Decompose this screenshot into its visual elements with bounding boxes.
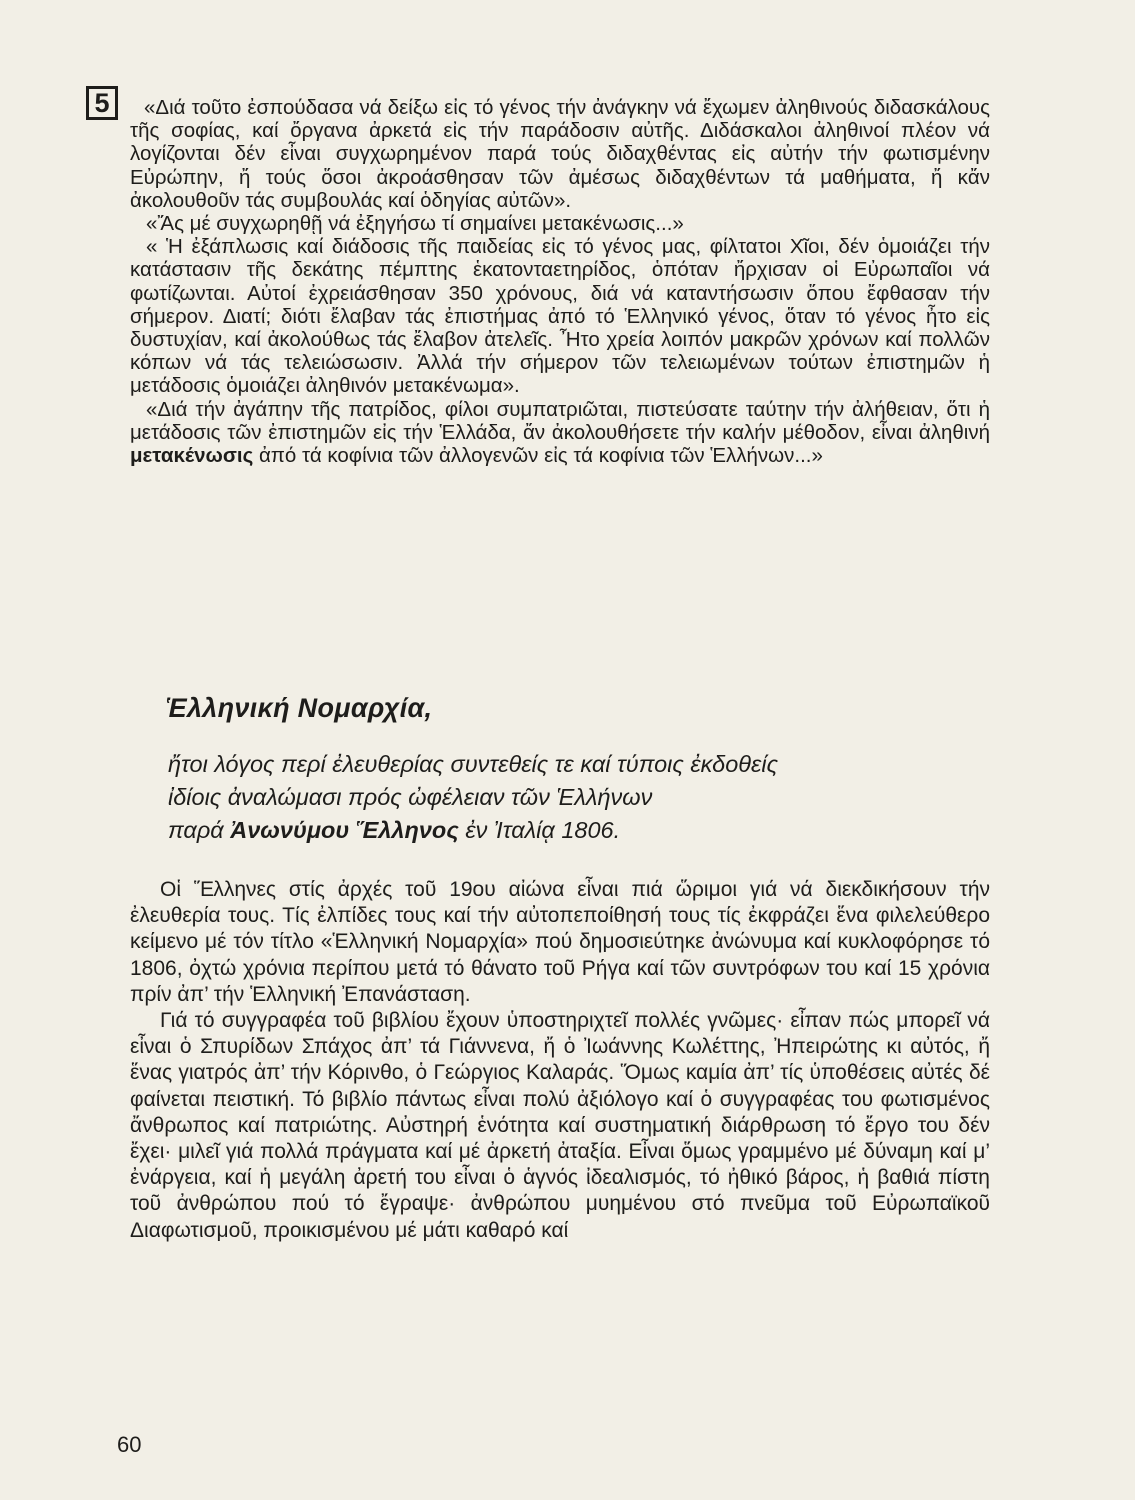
- subtitle-prefix: παρά: [168, 817, 224, 843]
- section-number-box: 5: [86, 86, 118, 120]
- quote-text: «Διά τήν ἀγάπην τῆς πατρίδος, φίλοι συμπατριῶται, πιστεύσατε ταύτην τήν ἀλήθειαν, ὅτι ἡ μετάδοσις τῶν ἐπιστημῶν εἰς τήν Ἑλλάδα, ἄν ἀκολουθήσετε τήν καλήν μέθοδον, εἶναι ἀληθινή: [130, 397, 990, 444]
- quote-paragraph: « Ἡ ἐξάπλωσις καί διάδοσις τῆς παιδείας εἰς τό γένος μας, φίλτατοι Χῖοι, δέν ὁμοιάζει τήν κατάστασιν τῆς δεκάτης πέμπτης ἑκατονταετηρίδος, ὁπόταν ἤρχισαν οἱ Εὐρωπαῖοι νά φωτίζωνται. Αὐτοί ἐχρειάσθησαν 350 χρόνους, διά νά καταντήσωσιν ὅπου ἔφθασαν τήν σήμερον. Διατί; διότι ἔλαβαν τάς ἐπιστήμας ἀπό τό Ἑλληνικό γένος, ὅταν τό γένος ἦτο εἰς δυστυχίαν, καί ἀκολούθως τάς ἔλαβον ἀτελεῖς. Ἦτο χρεία λοιπόν μακρῶν χρόνων καί πολλῶν κόπων νά τάς τελειώσωσιν. Ἀλλά τήν σήμερον τῶν τελειωμένων τούτων ἐπιστημῶν ἡ μετάδοσις ὁμοιάζει ἀληθινόν μετακένωμα».: [130, 235, 990, 398]
- body-paragraph: Οἱ Ἕλληνες στίς ἀρχές τοῦ 19ου αἰώνα εἶναι πιά ὥριμοι γιά νά διεκδικήσουν τήν ἐλευθερία τους. Τίς ἐλπίδες τους καί τήν αὐτοπεποίθησή τους τίς ἐκφράζει ἕνα φιλελεύθερο κείμενο μέ τόν τίτλο «Ἑλληνική Νομαρχία» πού δημοσιεύτηκε ἀνώνυμα καί κυκλοφόρησε τό 1806, ὀχτώ χρόνια περίπου μετά τό θάνατο τοῦ Ρήγα καί τῶν συντρόφων του καί 15 χρόνια πρίν ἀπ’ τήν Ἑλληνική Ἐπανάσταση.: [130, 878, 990, 1006]
- subtitle-line: ἤτοι λόγος περί ἐλευθερίας συντεθείς τε καί τύποις ἐκδοθείς: [168, 751, 779, 777]
- author-name: Ἀνωνύμου Ἕλληνος: [230, 817, 459, 843]
- page-number: 60: [117, 1432, 142, 1457]
- subtitle-suffix: ἐν Ἰταλίᾳ 1806.: [465, 817, 621, 843]
- subtitle-line: [168, 814, 968, 847]
- quote-text: ἀπό τά κοφίνια τῶν ἀλλογενῶν εἰς τά κοφίνια τῶν Ἑλλήνων...»: [258, 444, 823, 468]
- quote-paragraph: «Ἄς μέ συγχωρηθῇ νά ἐξηγήσω τί σημαίνει μετακένωσις...»: [146, 212, 684, 236]
- emphasized-word: μετακένωσις: [130, 444, 254, 468]
- quote-paragraph: [130, 398, 990, 468]
- quotation-block: [130, 96, 990, 467]
- subtitle-line: ἰδίοις ἀναλώμασι πρός ὠφέλειαν τῶν Ἑλλήνων: [168, 784, 653, 810]
- body-text: [130, 877, 990, 1244]
- book-subtitle: [168, 748, 968, 847]
- body-paragraph: Γιά τό συγγραφέα τοῦ βιβλίου ἔχουν ὑποστηριχτεῖ πολλές γνῶμες· εἶπαν πώς μπορεῖ νά εἶναι ὁ Σπυρίδων Σπάχος ἀπ’ τά Γιάννενα, ἤ ὁ Ἰωάννης Κωλέττης, Ἠπειρώτης κι αὐτός, ἤ ἕνας γιατρός ἀπ’ τήν Κόρινθο, ὁ Γεώργιος Καλαράς. Ὅμως καμία ἀπ’ τίς ὑποθέσεις αὐτές δέ φαίνεται πειστική. Τό βιβλίο πάντως εἶναι πολύ ἀξιόλογο καί ὁ συγγραφέας του φωτισμένος ἄνθρωπος καί πατριώτης. Αὐστηρή ἑνότητα καί συστηματική διάρθρωση τό ἔργο του δέν ἔχει· μιλεῖ γιά πολλά πράγματα καί μέ ἀρκετή ἀταξία. Εἶναι ὅμως γραμμένο μέ δύναμη καί μ’ ἐνάργεια, καί ἡ μεγάλη ἀρετή του εἶναι ὁ ἁγνός ἰδεαλισμός, τό ἠθικό βάρος, ἡ βαθιά πίστη τοῦ ἀνθρώπου πού τό ἔγραψε· ἀνθρώπου μυημένου στό πνεῦμα τοῦ Εὐρωπαϊκοῦ Διαφωτισμοῦ, προικισμένου μέ μάτι καθαρό καί: [130, 1009, 990, 1242]
- quote-paragraph: «Διά τοῦτο ἐσπούδασα νά δείξω εἰς τό γένος τήν ἀνάγκην νά ἔχωμεν ἀληθινούς διδασκάλους τῆς σοφίας, καί ὄργανα ἀρκετά εἰς τήν παράδοσιν αὐτῆς. Διδάσκαλοι ἀληθινοί πλέον νά λογίζονται δέν εἶναι συγχωρημένον παρά τούς διδαχθέντας εἰς αὐτήν τήν φωτισμένην Εὐρώπην, ἤ τούς ὅσοι ἀκροάσθησαν τῶν ἀμέσως διδαχθέντων τά μαθήματα, ἤ κἄν ἀκολουθοῦν τάς συμβουλάς καί ὁδηγίας αὐτῶν».: [130, 96, 990, 212]
- book-title: Ἑλληνική Νομαρχία,: [166, 693, 433, 723]
